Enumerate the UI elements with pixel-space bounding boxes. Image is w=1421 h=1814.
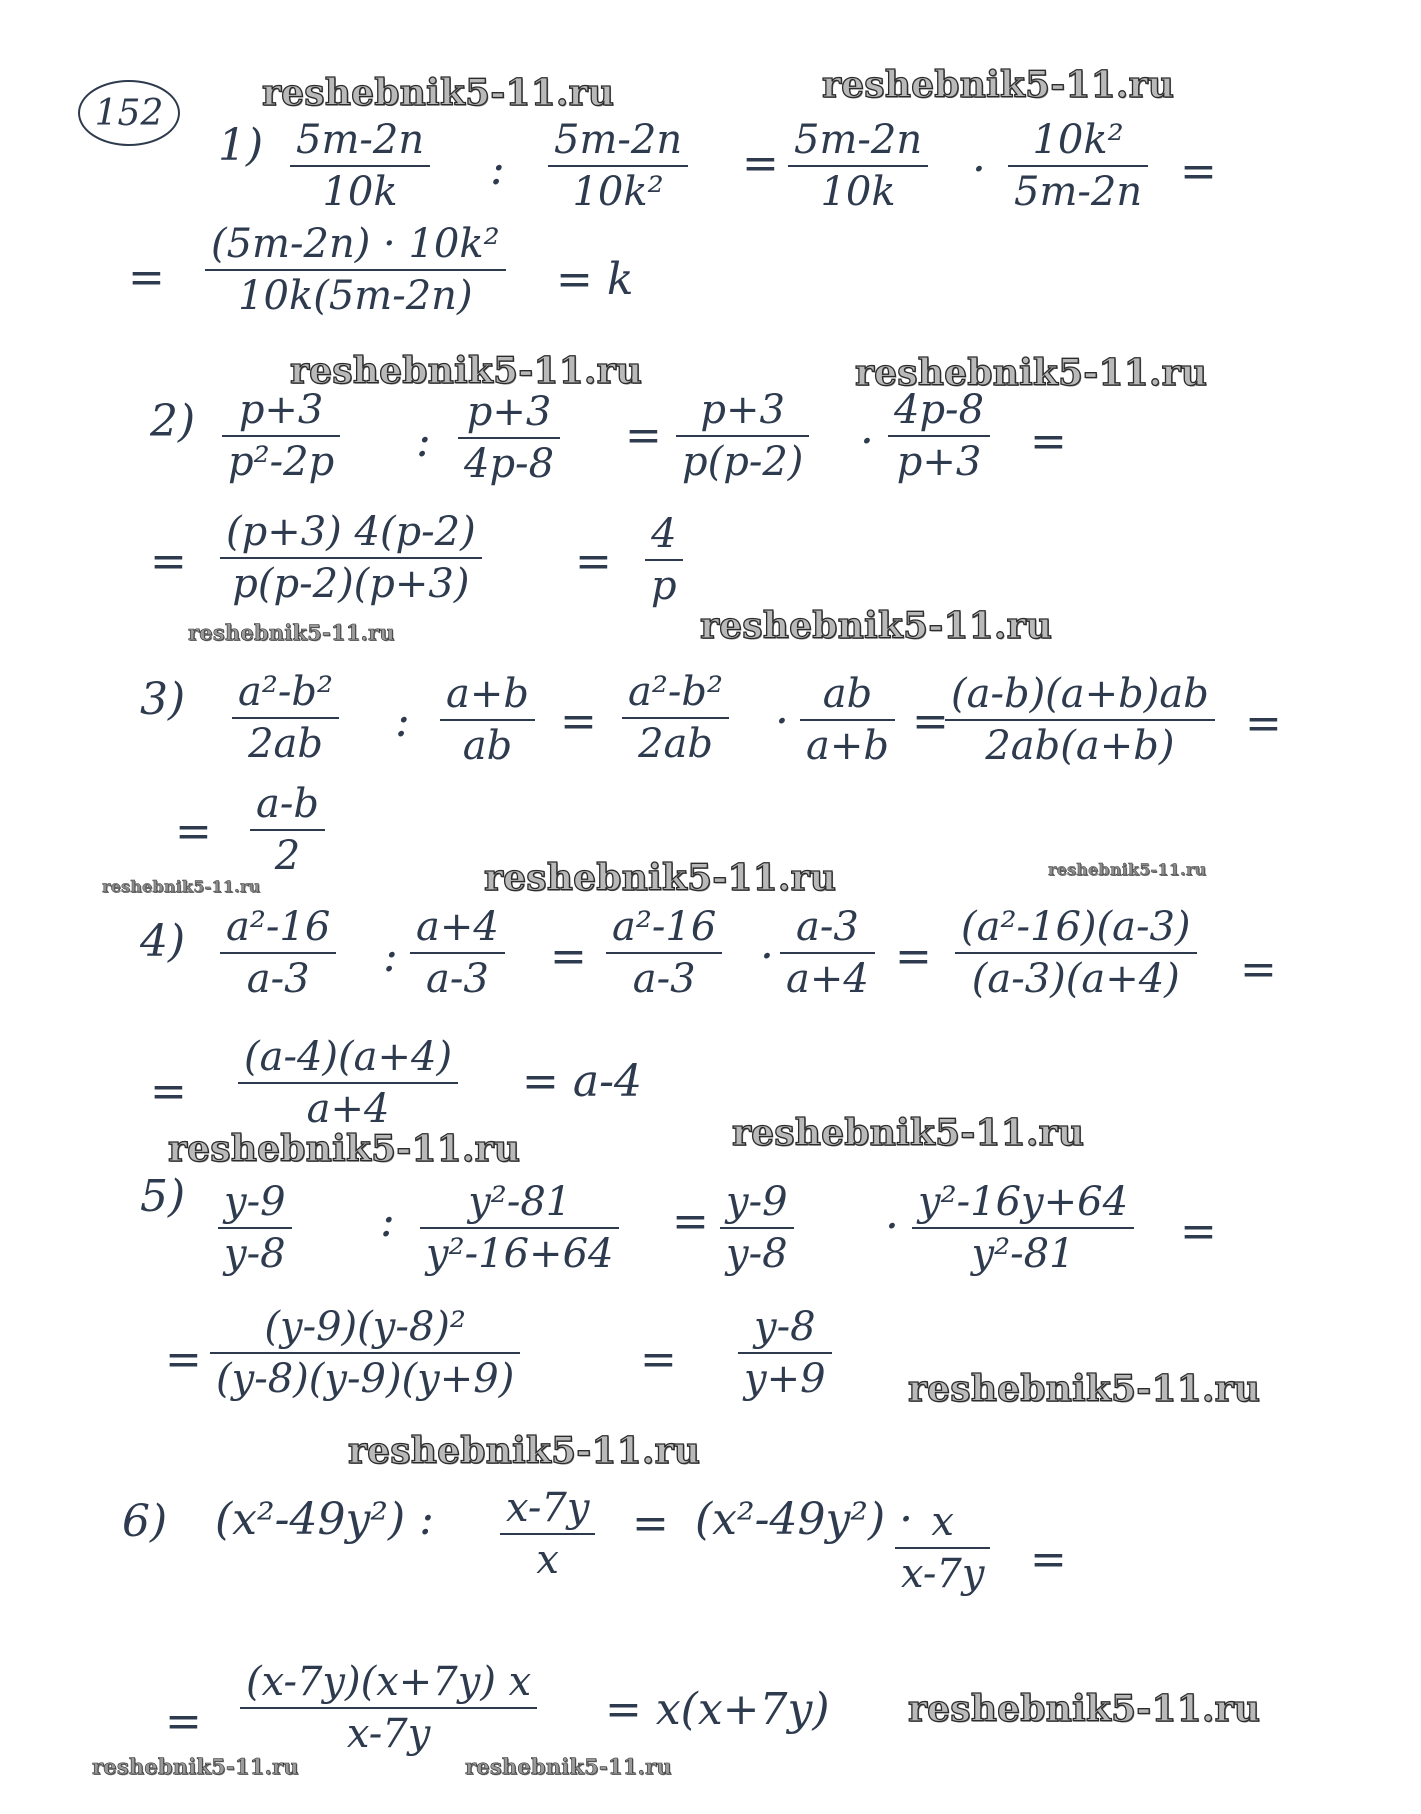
operator: : [395,696,410,747]
denominator: p(p-2)(p+3) [232,561,470,607]
watermark: reshebnik5-11.ru [855,352,1208,394]
denominator: (y-8)(y-9)(y+9) [216,1356,515,1402]
operator: = [895,931,932,982]
fraction [420,1180,619,1276]
numerator: y²-81 [468,1179,572,1225]
denominator: 10k [820,169,896,215]
part-label: 4) [140,916,186,967]
operator: = [165,1696,202,1747]
part-label: 1) [218,120,264,171]
fraction [895,1500,990,1596]
operator: = [1180,1206,1217,1257]
numerator: a+b [446,671,529,717]
operator: = [550,931,587,982]
fraction [720,1180,794,1276]
problem-number: 152 [94,92,164,134]
fraction [622,670,729,766]
numerator: a²-16 [226,904,331,950]
denominator: a-3 [426,956,489,1002]
operator: = [1030,1534,1067,1585]
numerator: (p+3) 4(p-2) [226,509,476,555]
operator: = [625,410,662,461]
operator: = [640,1334,677,1385]
denominator: 10k [322,169,398,215]
operator: = [1240,944,1277,995]
operator: = [672,1196,709,1247]
watermark: reshebnik5-11.ru [908,1368,1261,1410]
fraction [210,1305,520,1401]
fraction [645,512,683,608]
numerator: 4p-8 [894,387,985,433]
numerator: (5m-2n) · 10k² [211,221,500,267]
operator: : [383,931,398,982]
numerator: (a²-16)(a-3) [961,904,1191,950]
denominator: p(p-2) [682,439,804,485]
numerator: x [931,1499,954,1545]
numerator: y-9 [726,1179,788,1225]
fraction [500,1486,595,1582]
operator: = [560,696,597,747]
result: = a-4 [522,1056,642,1107]
denominator: x-7y [346,1711,431,1757]
operator: = [575,536,612,587]
operator: = [150,1066,187,1117]
operator: = [175,806,212,857]
denominator: 2ab(a+b) [985,723,1175,769]
operator: : [380,1196,395,1247]
denominator: a+4 [306,1086,390,1132]
operator: = [128,252,165,303]
fraction [738,1305,832,1401]
operator: : [490,144,505,195]
denominator: 2ab [248,721,323,767]
fraction [1008,118,1148,214]
numerator: x-7y [506,1485,590,1531]
watermark: reshebnik5-11.ru [822,64,1175,106]
numerator: y-9 [224,1179,286,1225]
denominator: a-3 [632,956,696,1002]
fraction [250,782,325,878]
fraction [232,670,339,766]
denominator: 10k² [572,169,664,215]
denominator: 4p-8 [464,441,555,487]
denominator: p+3 [896,439,982,485]
numerator: (x-7y)(x+7y) x [246,1659,532,1705]
fraction [205,222,506,318]
operator: : [416,416,431,467]
fraction [788,118,928,214]
part-label: 6) [122,1496,168,1547]
fraction [606,905,722,1001]
numerator: 5m-2n [794,117,923,163]
fraction [240,1660,537,1756]
watermark: reshebnik5-11.ru [484,857,837,899]
numerator: y²-16y+64 [918,1179,1129,1225]
watermark: reshebnik5-11.ru [92,1754,299,1779]
watermark: reshebnik5-11.ru [1048,860,1207,879]
operator: · [775,696,789,747]
watermark: reshebnik5-11.ru [732,1112,1085,1154]
watermark: reshebnik5-11.ru [168,1128,521,1170]
denominator: ab [462,723,513,769]
denominator: y²-81 [971,1231,1075,1277]
operator: = [1180,146,1217,197]
denominator: (a-3)(a+4) [971,956,1180,1002]
operator: = [150,536,187,587]
expression: (x²-49y²) · [695,1494,914,1545]
problem-number-circle [78,80,180,146]
watermark: reshebnik5-11.ru [465,1754,672,1779]
watermark: reshebnik5-11.ru [102,877,261,896]
denominator: 10k(5m-2n) [238,273,473,319]
numerator: 5m-2n [296,117,425,163]
fraction [800,672,895,768]
part-label: 2) [150,396,196,447]
fraction [780,905,875,1001]
result: = x(x+7y) [605,1684,830,1735]
numerator: p+3 [466,389,552,435]
fraction [410,905,505,1001]
fraction [458,390,560,486]
watermark: reshebnik5-11.ru [908,1688,1261,1730]
watermark: reshebnik5-11.ru [290,350,643,392]
watermark: reshebnik5-11.ru [348,1430,701,1472]
fraction [238,1035,458,1131]
denominator: a+b [806,723,889,769]
expression: (x²-49y²) : [215,1494,434,1545]
numerator: p+3 [700,387,785,433]
operator: = [632,1498,669,1549]
numerator: a²-16 [612,904,717,950]
watermark: reshebnik5-11.ru [700,605,1053,647]
result: = k [556,254,634,305]
fraction [945,672,1215,768]
fraction [220,510,482,606]
operator: · [972,144,986,195]
denominator: y+9 [744,1356,826,1402]
numerator: a-b [256,781,319,827]
fraction [440,672,535,768]
denominator: a-3 [246,956,310,1002]
operator: = [1030,416,1067,467]
numerator: a-3 [796,904,859,950]
numerator: a²-b² [628,669,724,715]
operator: · [760,931,774,982]
operator: = [1245,698,1282,749]
denominator: x-7y [901,1551,985,1597]
operator: = [912,696,949,747]
part-label: 5) [140,1171,186,1222]
fraction [220,905,336,1001]
numerator: (y-9)(y-8)² [264,1304,466,1350]
denominator: y²-16+64 [426,1231,614,1277]
operator: · [885,1201,899,1252]
numerator: a²-b² [238,669,334,715]
fraction [676,388,809,484]
numerator: (a-4)(a+4) [244,1034,453,1080]
operator: = [165,1334,202,1385]
operator: = [742,138,779,189]
part-label: 3) [140,674,186,725]
fraction [290,118,430,214]
fraction [222,388,340,484]
watermark: reshebnik5-11.ru [262,72,615,114]
denominator: a+4 [786,956,869,1002]
fraction [888,388,990,484]
numerator: 4 [651,511,677,557]
fraction [548,118,688,214]
numerator: 10k² [1032,117,1124,163]
numerator: 5m-2n [554,117,683,163]
numerator: a+4 [416,904,499,950]
numerator: y-8 [754,1304,816,1350]
fraction [955,905,1197,1001]
numerator: p+3 [238,387,324,433]
fraction [218,1180,292,1276]
denominator: p [651,563,677,609]
denominator: x [536,1537,559,1583]
watermark: reshebnik5-11.ru [188,620,395,645]
operator: · [860,416,874,467]
denominator: 2 [274,833,301,879]
denominator: 2ab [638,721,713,767]
denominator: p²-2p [228,439,335,485]
fraction [912,1180,1134,1276]
numerator: (a-b)(a+b)ab [951,671,1209,717]
denominator: y-8 [224,1231,286,1277]
denominator: y-8 [726,1231,788,1277]
denominator: 5m-2n [1014,169,1143,215]
numerator: ab [822,671,873,717]
